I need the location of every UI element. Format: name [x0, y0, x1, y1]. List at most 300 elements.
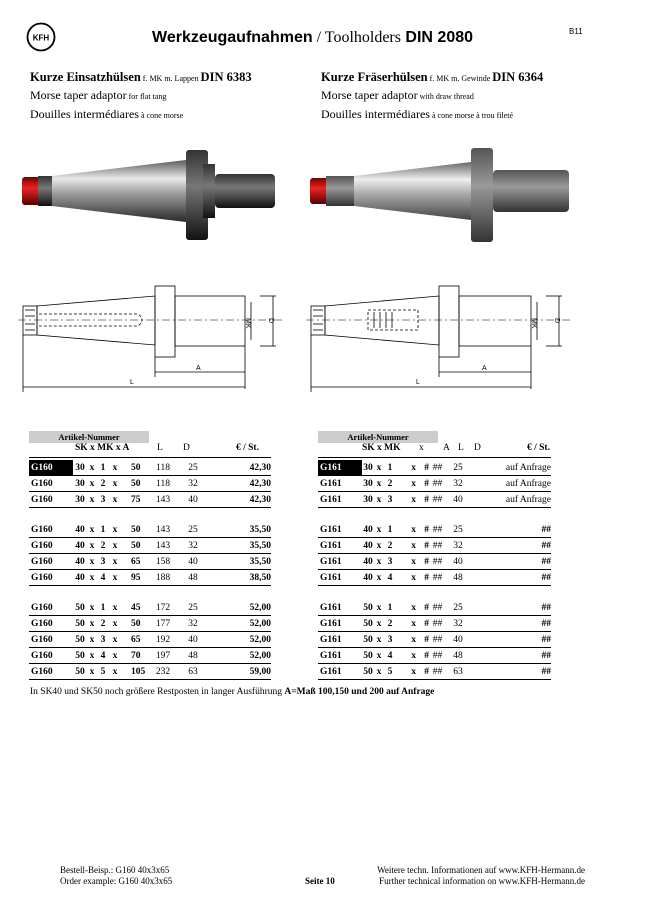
table-row — [29, 492, 271, 508]
separator-x: x — [87, 538, 97, 554]
sk-value: 30 — [362, 492, 374, 508]
right-title-main: Kurze Fräserhülsen — [321, 70, 428, 84]
table-row — [29, 476, 271, 492]
footer-info-en: Further technical information on www.KFH-Hermann.de — [379, 876, 585, 886]
separator-x: x — [374, 538, 384, 554]
separator-x: x — [109, 492, 121, 508]
a-value: 50 — [131, 460, 148, 476]
footer-page-number: Seite 10 — [305, 876, 335, 886]
table-row — [318, 570, 551, 586]
d-value: 32 — [446, 538, 470, 554]
page-title — [152, 29, 473, 47]
table-spacer — [29, 586, 271, 601]
sk-value: 40 — [73, 538, 87, 554]
left-section-line3 — [30, 107, 252, 122]
d-value: 25 — [446, 460, 470, 476]
left-col-price: € / St. — [236, 443, 259, 453]
spacer-cell — [121, 632, 131, 648]
spacer-cell — [121, 522, 131, 538]
separator-x: x — [396, 538, 416, 554]
left-technical-drawing — [18, 282, 293, 397]
sk-value: 50 — [73, 616, 87, 632]
separator-x: x — [87, 600, 97, 616]
price-value: 52,00 — [208, 616, 271, 632]
mk-value: 3 — [97, 492, 109, 508]
a-value: 50 — [131, 616, 148, 632]
right-line2-text: Morse taper adaptor — [321, 88, 418, 102]
table-row — [29, 570, 271, 586]
mk-value: 3 — [97, 554, 109, 570]
right-line3-text: Douilles intermédiares — [321, 107, 430, 121]
article-code: G160 — [29, 538, 73, 554]
d-value: 32 — [178, 616, 208, 632]
price-value: 42,30 — [208, 476, 271, 492]
left-col-sk: SK x MK x A — [75, 443, 130, 453]
sk-value: 40 — [362, 538, 374, 554]
price-value: 59,00 — [208, 664, 271, 680]
left-product-photo — [18, 140, 293, 245]
table-row — [29, 538, 271, 554]
a-value: 50 — [131, 522, 148, 538]
mk-value: 3 — [97, 632, 109, 648]
separator-x: x — [87, 476, 97, 492]
price-value: 52,00 — [208, 600, 271, 616]
left-dim-d: D — [267, 318, 274, 324]
mk-value: 1 — [384, 460, 396, 476]
article-code: G161 — [318, 522, 362, 538]
article-code: G161 — [318, 476, 362, 492]
separator-x: x — [109, 460, 121, 476]
l-value: 197 — [148, 648, 178, 664]
d-value: 40 — [446, 632, 470, 648]
price-value: ## — [470, 664, 551, 680]
mk-value: 4 — [97, 648, 109, 664]
separator-x: x — [87, 492, 97, 508]
left-section-line2 — [30, 88, 252, 103]
spacer-cell — [121, 554, 131, 570]
separator-x: x — [374, 616, 384, 632]
separator-x: x — [87, 664, 97, 680]
sk-value: 30 — [73, 476, 87, 492]
d-value: 40 — [178, 492, 208, 508]
title-german: Werkzeugaufnahmen — [152, 29, 313, 46]
table-row — [318, 648, 551, 664]
right-technical-drawing — [306, 282, 581, 397]
a-value: # — [416, 570, 429, 586]
left-line2-text: Morse taper adaptor — [30, 88, 127, 102]
mk-value: 2 — [384, 616, 396, 632]
right-dim-d: D — [553, 318, 560, 324]
spacer-cell — [121, 664, 131, 680]
spacer-cell — [121, 648, 131, 664]
article-code: G161 — [318, 570, 362, 586]
mk-value: 2 — [97, 476, 109, 492]
price-value: 42,30 — [208, 460, 271, 476]
separator-x: x — [396, 492, 416, 508]
separator-x: x — [374, 664, 384, 680]
right-section-title — [321, 70, 543, 85]
right-section-line3 — [321, 107, 543, 122]
sk-value: 50 — [73, 648, 87, 664]
page-code: B11 — [569, 27, 583, 36]
left-title-small: f. MK m. Lappen — [140, 74, 201, 83]
right-title-small: f. MK m. Gewinde — [427, 74, 493, 83]
d-value: 25 — [178, 522, 208, 538]
d-value: 63 — [446, 664, 470, 680]
mk-value: 2 — [384, 476, 396, 492]
mk-value: 3 — [384, 492, 396, 508]
article-code: G161 — [318, 538, 362, 554]
mk-value: 2 — [384, 538, 396, 554]
separator-x: x — [396, 476, 416, 492]
separator-x: x — [374, 522, 384, 538]
article-code: G160 — [29, 554, 73, 570]
right-product-photo — [306, 140, 581, 245]
sk-value: 30 — [362, 460, 374, 476]
table-row — [318, 492, 551, 508]
separator-x: x — [109, 476, 121, 492]
sk-value: 40 — [362, 554, 374, 570]
mk-value: 5 — [384, 664, 396, 680]
l-value: ## — [429, 632, 446, 648]
separator-x: x — [396, 664, 416, 680]
separator-x: x — [87, 460, 97, 476]
separator-x: x — [374, 554, 384, 570]
article-code: G160 — [29, 460, 73, 476]
price-value: auf Anfrage — [470, 476, 551, 492]
left-line2-small: for flat tang — [126, 92, 167, 101]
sk-value: 50 — [73, 600, 87, 616]
l-value: 172 — [148, 600, 178, 616]
left-title-din: DIN 6383 — [200, 70, 252, 84]
l-value: ## — [429, 492, 446, 508]
price-value: 52,00 — [208, 632, 271, 648]
company-logo — [26, 22, 56, 52]
left-article-header: Artikel-Nummer — [29, 431, 149, 443]
article-code: G161 — [318, 554, 362, 570]
price-value: ## — [470, 554, 551, 570]
right-col-price: € / St. — [527, 443, 550, 453]
separator-x: x — [109, 648, 121, 664]
l-value: ## — [429, 648, 446, 664]
a-value: 50 — [131, 538, 148, 554]
separator-x: x — [109, 616, 121, 632]
separator-x: x — [109, 664, 121, 680]
separator-x: x — [374, 570, 384, 586]
left-spec-table — [29, 460, 271, 680]
separator-x: x — [396, 554, 416, 570]
a-value: 45 — [131, 600, 148, 616]
title-english: Toolholders — [324, 29, 401, 46]
table-row — [29, 664, 271, 680]
l-value: 143 — [148, 492, 178, 508]
note-bold: A=Maß 100,150 und 200 auf Anfrage — [284, 687, 435, 697]
d-value: 40 — [178, 632, 208, 648]
mk-value: 1 — [97, 460, 109, 476]
separator-x: x — [87, 570, 97, 586]
article-code: G160 — [29, 600, 73, 616]
mk-value: 4 — [97, 570, 109, 586]
mk-value: 1 — [384, 600, 396, 616]
d-value: 63 — [178, 664, 208, 680]
sk-value: 40 — [362, 570, 374, 586]
table-row — [29, 460, 271, 476]
note-normal: In SK40 und SK50 noch größere Restposten in langer Ausführung — [30, 687, 285, 697]
d-value: 48 — [178, 648, 208, 664]
table-row — [318, 616, 551, 632]
article-code: G161 — [318, 632, 362, 648]
separator-x: x — [87, 522, 97, 538]
mk-value: 1 — [97, 522, 109, 538]
right-article-header: Artikel-Nummer — [318, 431, 438, 443]
sk-value: 30 — [73, 460, 87, 476]
price-value: ## — [470, 600, 551, 616]
l-value: 158 — [148, 554, 178, 570]
article-code: G161 — [318, 616, 362, 632]
right-dim-l: L — [416, 379, 420, 386]
mk-value: 4 — [384, 648, 396, 664]
sk-value: 40 — [73, 554, 87, 570]
article-code: G160 — [29, 648, 73, 664]
separator-x: x — [109, 632, 121, 648]
sk-value: 50 — [362, 600, 374, 616]
l-value: 143 — [148, 522, 178, 538]
a-value: # — [416, 648, 429, 664]
d-value: 25 — [446, 522, 470, 538]
right-dim-mk: MK — [530, 318, 537, 329]
l-value: ## — [429, 538, 446, 554]
title-separator: / — [312, 29, 325, 46]
separator-x: x — [87, 632, 97, 648]
separator-x: x — [374, 648, 384, 664]
d-value: 48 — [446, 570, 470, 586]
sk-value: 40 — [362, 522, 374, 538]
table-row — [318, 538, 551, 554]
left-line3-small: à cone morse — [138, 111, 184, 120]
separator-x: x — [87, 554, 97, 570]
mk-value: 2 — [97, 538, 109, 554]
a-value: # — [416, 632, 429, 648]
a-value: 65 — [131, 632, 148, 648]
right-section-line2 — [321, 88, 543, 103]
price-value: ## — [470, 522, 551, 538]
a-value: 65 — [131, 554, 148, 570]
article-code: G161 — [318, 664, 362, 680]
mk-value: 4 — [384, 570, 396, 586]
a-value: # — [416, 460, 429, 476]
price-value: 38,50 — [208, 570, 271, 586]
footer-info-de: Weitere techn. Informationen auf www.KFH-Hermann.de — [377, 865, 585, 875]
d-value: 32 — [178, 538, 208, 554]
d-value: 40 — [178, 554, 208, 570]
price-value: ## — [470, 616, 551, 632]
right-col-a: A — [443, 443, 450, 453]
mk-value: 2 — [97, 616, 109, 632]
d-value: 40 — [446, 554, 470, 570]
article-code: G161 — [318, 492, 362, 508]
separator-x: x — [374, 632, 384, 648]
sk-value: 40 — [73, 522, 87, 538]
spacer-cell — [121, 492, 131, 508]
spacer-cell — [121, 476, 131, 492]
l-value: ## — [429, 570, 446, 586]
spacer-cell — [121, 460, 131, 476]
price-value: ## — [470, 648, 551, 664]
spacer-cell — [121, 616, 131, 632]
table-spacer — [318, 586, 551, 601]
separator-x: x — [396, 648, 416, 664]
left-line3-text: Douilles intermédiares — [30, 107, 139, 121]
mk-value: 3 — [384, 554, 396, 570]
table-row — [29, 600, 271, 616]
right-col-d: D — [474, 443, 481, 453]
price-value: 52,00 — [208, 648, 271, 664]
price-value: 35,50 — [208, 522, 271, 538]
right-title-din: DIN 6364 — [492, 70, 544, 84]
sk-value: 40 — [73, 570, 87, 586]
table-spacer — [318, 508, 551, 523]
d-value: 32 — [446, 616, 470, 632]
left-col-l: L — [157, 443, 163, 453]
note-text — [30, 687, 434, 697]
spacer-cell — [121, 600, 131, 616]
spacer-cell — [121, 570, 131, 586]
table-row — [29, 554, 271, 570]
right-col-x: x — [419, 443, 424, 453]
separator-x: x — [109, 570, 121, 586]
separator-x: x — [87, 616, 97, 632]
table-row — [29, 522, 271, 538]
left-dim-mk: MK — [244, 318, 251, 329]
right-line3-small: à cone morse à trou fileté — [429, 111, 514, 120]
a-value: # — [416, 538, 429, 554]
separator-x: x — [374, 460, 384, 476]
a-value: # — [416, 492, 429, 508]
left-table-top-rule — [29, 457, 271, 458]
left-section-title — [30, 70, 252, 85]
left-col-d: D — [183, 443, 190, 453]
separator-x: x — [396, 570, 416, 586]
d-value: 40 — [446, 492, 470, 508]
a-value: 70 — [131, 648, 148, 664]
sk-value: 50 — [73, 664, 87, 680]
price-value: auf Anfrage — [470, 460, 551, 476]
sk-value: 50 — [362, 648, 374, 664]
separator-x: x — [374, 600, 384, 616]
sk-value: 50 — [73, 632, 87, 648]
article-code: G161 — [318, 600, 362, 616]
l-value: 177 — [148, 616, 178, 632]
article-code: G160 — [29, 632, 73, 648]
table-row — [318, 476, 551, 492]
table-spacer — [29, 508, 271, 523]
title-din: DIN 2080 — [400, 29, 474, 46]
separator-x: x — [396, 616, 416, 632]
article-code: G160 — [29, 522, 73, 538]
separator-x: x — [109, 554, 121, 570]
l-value: ## — [429, 616, 446, 632]
mk-value: 1 — [384, 522, 396, 538]
separator-x: x — [396, 632, 416, 648]
separator-x: x — [396, 522, 416, 538]
l-value: 118 — [148, 476, 178, 492]
d-value: 25 — [178, 600, 208, 616]
l-value: 188 — [148, 570, 178, 586]
left-dim-l: L — [130, 379, 134, 386]
table-row — [318, 600, 551, 616]
sk-value: 30 — [73, 492, 87, 508]
price-value: 35,50 — [208, 554, 271, 570]
table-row — [29, 632, 271, 648]
right-spec-table — [318, 460, 551, 680]
separator-x: x — [396, 460, 416, 476]
separator-x: x — [109, 538, 121, 554]
article-code: G160 — [29, 616, 73, 632]
svg-text:KFH: KFH — [32, 33, 50, 43]
l-value: 192 — [148, 632, 178, 648]
article-code: G161 — [318, 460, 362, 476]
right-col-sk: SK x MK — [362, 443, 401, 453]
l-value: ## — [429, 476, 446, 492]
sk-value: 50 — [362, 664, 374, 680]
l-value: ## — [429, 460, 446, 476]
price-value: 42,30 — [208, 492, 271, 508]
separator-x: x — [87, 648, 97, 664]
price-value: auf Anfrage — [470, 492, 551, 508]
l-value: ## — [429, 600, 446, 616]
l-value: 232 — [148, 664, 178, 680]
separator-x: x — [374, 492, 384, 508]
article-code: G161 — [318, 648, 362, 664]
a-value: 50 — [131, 476, 148, 492]
l-value: ## — [429, 554, 446, 570]
mk-value: 1 — [97, 600, 109, 616]
article-code: G160 — [29, 570, 73, 586]
d-value: 48 — [178, 570, 208, 586]
a-value: # — [416, 600, 429, 616]
table-row — [318, 522, 551, 538]
sk-value: 30 — [362, 476, 374, 492]
left-title-main: Kurze Einsatzhülsen — [30, 70, 141, 84]
a-value: 95 — [131, 570, 148, 586]
price-value: ## — [470, 538, 551, 554]
table-row — [29, 616, 271, 632]
l-value: ## — [429, 664, 446, 680]
l-value: ## — [429, 522, 446, 538]
price-value: 35,50 — [208, 538, 271, 554]
table-row — [318, 664, 551, 680]
right-col-l: L — [458, 443, 464, 453]
mk-value: 3 — [384, 632, 396, 648]
a-value: 105 — [131, 664, 148, 680]
separator-x: x — [374, 476, 384, 492]
article-code: G160 — [29, 476, 73, 492]
d-value: 32 — [178, 476, 208, 492]
d-value: 25 — [178, 460, 208, 476]
table-row — [29, 648, 271, 664]
separator-x: x — [109, 522, 121, 538]
a-value: 75 — [131, 492, 148, 508]
l-value: 143 — [148, 538, 178, 554]
l-value: 118 — [148, 460, 178, 476]
a-value: # — [416, 476, 429, 492]
d-value: 32 — [446, 476, 470, 492]
spacer-cell — [121, 538, 131, 554]
price-value: ## — [470, 570, 551, 586]
right-line2-small: with draw thread — [417, 92, 474, 101]
footer-order-de: Bestell-Beisp.: G160 40x3x65 — [60, 865, 170, 875]
price-value: ## — [470, 632, 551, 648]
